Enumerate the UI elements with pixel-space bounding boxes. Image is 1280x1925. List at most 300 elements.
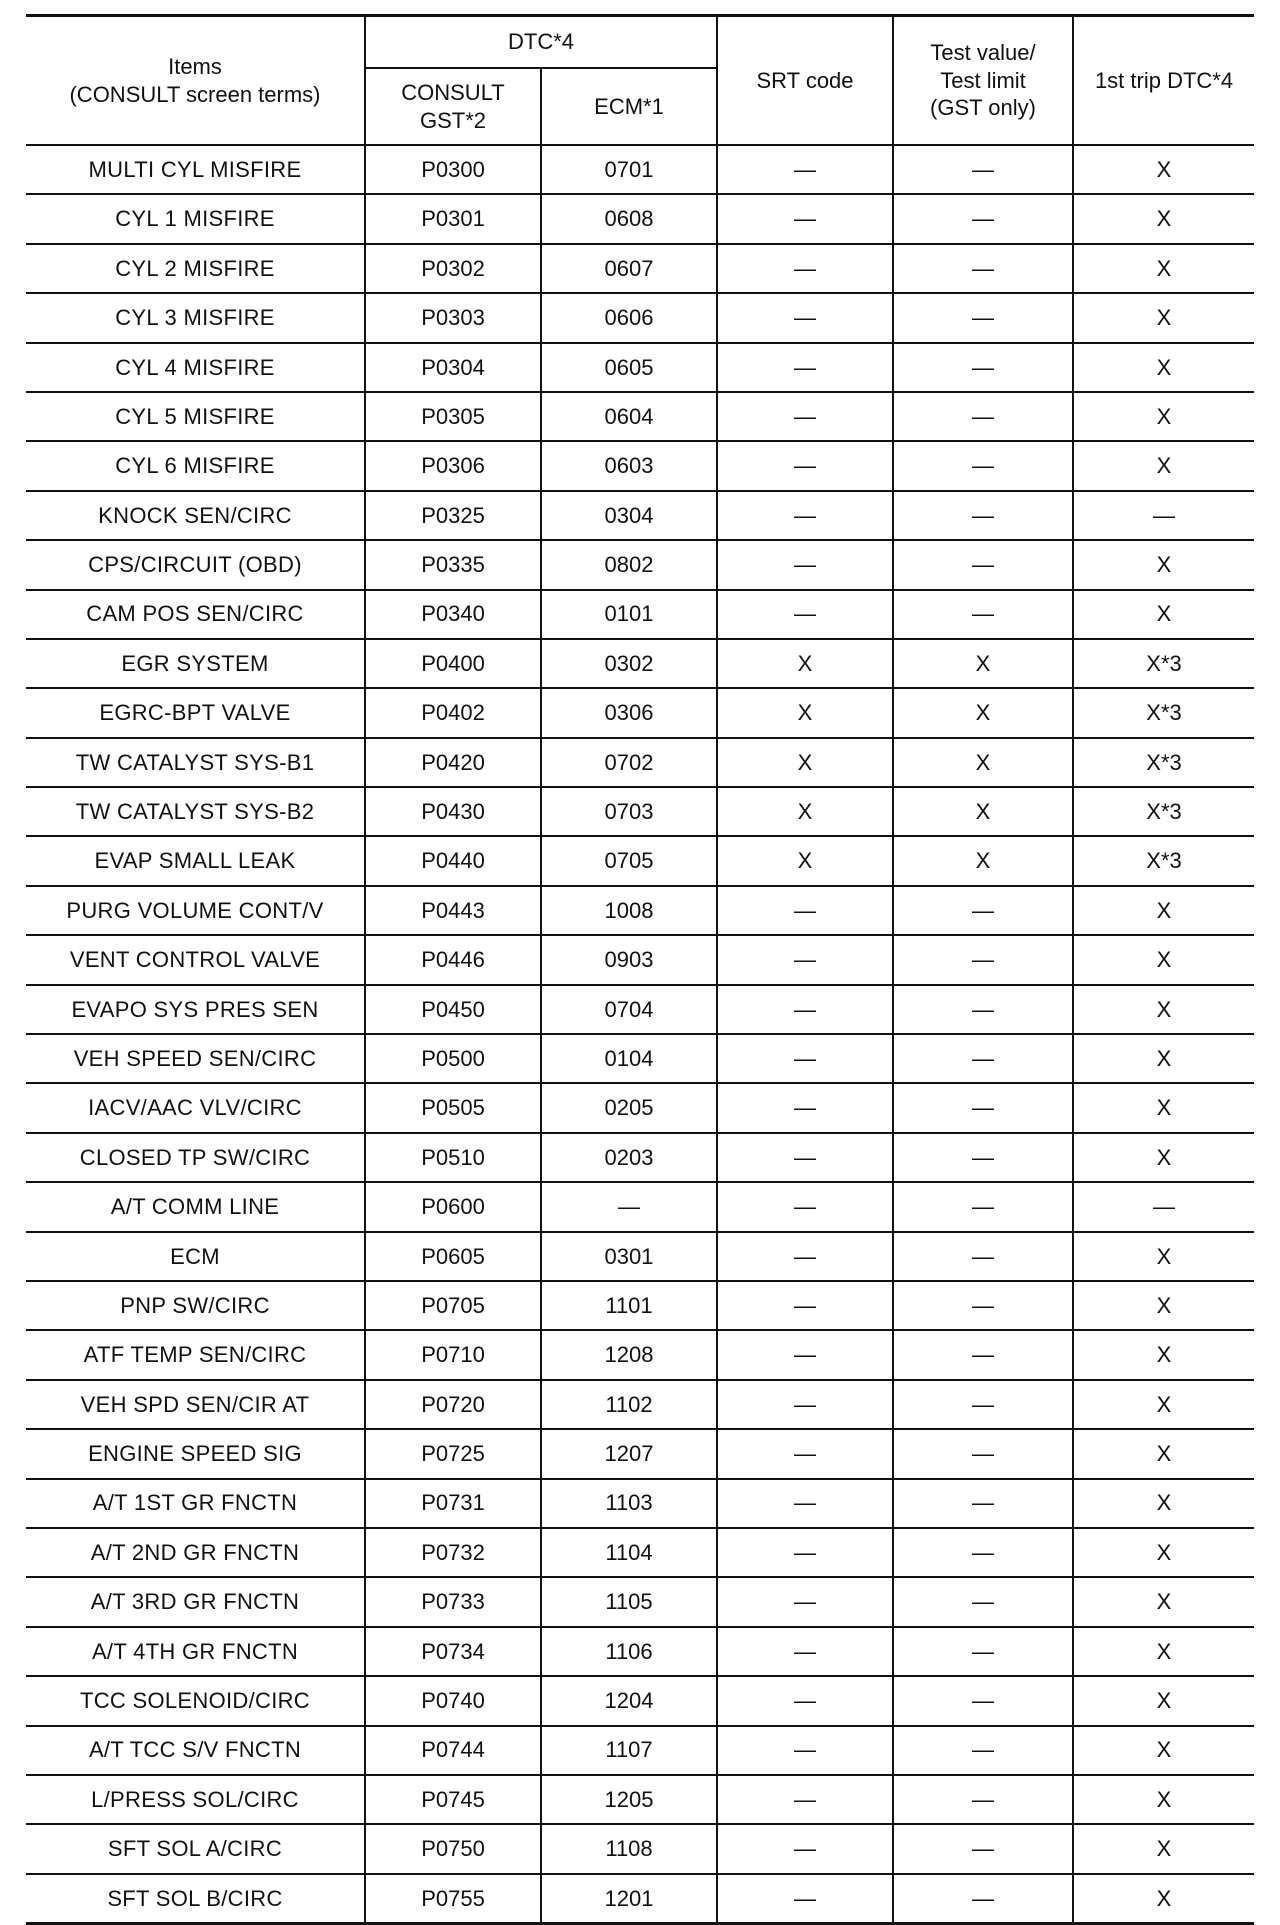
first-trip-cell-value: X	[1156, 1391, 1172, 1417]
srt-code-cell-value: —	[794, 403, 817, 429]
item-cell-value: PNP SW/CIRC	[120, 1292, 270, 1318]
first-trip-cell-value: X	[1156, 1688, 1172, 1714]
first-trip-cell	[1073, 1281, 1254, 1330]
consult-gst-cell	[365, 886, 541, 935]
item-cell-value: A/T COMM LINE	[110, 1194, 280, 1220]
test-value-cell	[893, 738, 1073, 787]
first-trip-cell	[1073, 293, 1254, 342]
ecm-cell-value: 0302	[604, 650, 654, 676]
consult-gst-cell	[365, 1429, 541, 1478]
srt-code-cell	[717, 1726, 893, 1775]
ecm-cell-value: 1102	[605, 1391, 653, 1417]
item-cell	[26, 836, 365, 885]
test-value-cell	[893, 886, 1073, 935]
consult-gst-cell	[365, 738, 541, 787]
test-value-cell	[893, 1083, 1073, 1132]
ecm-cell	[541, 244, 717, 293]
first-trip-cell	[1073, 392, 1254, 441]
ecm-cell	[541, 738, 717, 787]
test-value-cell	[893, 836, 1073, 885]
item-cell	[26, 639, 365, 688]
ecm-cell-value: 0703	[604, 799, 654, 825]
srt-code-cell-value: —	[794, 947, 817, 973]
consult-gst-cell	[365, 1775, 541, 1824]
consult-gst-cell-value: P0402	[421, 700, 485, 726]
item-cell-value: ATF TEMP SEN/CIRC	[83, 1342, 307, 1368]
consult-gst-cell-value: P0303	[421, 305, 485, 331]
item-cell	[26, 1034, 365, 1083]
srt-code-cell-value: X	[797, 749, 813, 775]
consult-gst-cell	[365, 639, 541, 688]
table-row	[26, 194, 1254, 243]
item-cell-value: TW CATALYST SYS-B1	[75, 749, 315, 775]
ecm-header-label: ECM*1	[594, 93, 664, 119]
srt-code-cell-value: —	[794, 1292, 817, 1318]
srt-code-cell-value: —	[794, 1441, 817, 1467]
test-value-cell-value: —	[972, 1144, 995, 1170]
test-value-cell	[893, 1034, 1073, 1083]
consult-gst-cell	[365, 194, 541, 243]
first-trip-cell	[1073, 1676, 1254, 1725]
consult-gst-cell	[365, 293, 541, 342]
consult-gst-cell	[365, 540, 541, 589]
consult-gst-cell	[365, 1528, 541, 1577]
item-cell	[26, 1479, 365, 1528]
first-trip-header	[1073, 16, 1254, 146]
ecm-cell-value: 0301	[604, 1243, 654, 1269]
test-value-cell-value: —	[972, 156, 995, 182]
consult-gst-cell-value: P0605	[421, 1243, 485, 1269]
item-cell-value: PURG VOLUME CONT/V	[66, 897, 324, 923]
test-value-cell-value: —	[972, 255, 995, 281]
test-value-cell	[893, 1133, 1073, 1182]
ecm-cell-value: 1208	[604, 1342, 654, 1368]
consult-gst-cell-value: P0335	[421, 552, 485, 578]
ecm-cell-value: 0603	[604, 453, 654, 479]
srt-code-cell-value: —	[794, 1786, 817, 1812]
ecm-cell	[541, 1874, 717, 1924]
srt-code-cell	[717, 540, 893, 589]
srt-code-cell	[717, 1479, 893, 1528]
item-cell	[26, 1182, 365, 1231]
item-cell-value: L/PRESS SOL/CIRC	[91, 1786, 299, 1812]
consult-gst-cell-value: P0734	[421, 1638, 485, 1664]
item-cell-value: CYL 2 MISFIRE	[115, 255, 275, 281]
first-trip-cell	[1073, 836, 1254, 885]
srt-code-cell	[717, 194, 893, 243]
table-row	[26, 1083, 1254, 1132]
ecm-cell-value: 1107	[605, 1737, 653, 1763]
srt-code-cell-value: —	[794, 1589, 817, 1615]
consult-gst-cell	[365, 145, 541, 194]
test-value-cell-value: —	[972, 897, 995, 923]
srt-code-cell-value: X	[797, 700, 813, 726]
table-row	[26, 293, 1254, 342]
table-row	[26, 985, 1254, 1034]
ecm-cell	[541, 343, 717, 392]
item-cell	[26, 1380, 365, 1429]
consult-gst-cell	[365, 1627, 541, 1676]
srt-code-cell	[717, 441, 893, 490]
ecm-cell	[541, 1232, 717, 1281]
ecm-cell-value: 1108	[605, 1836, 653, 1862]
first-trip-cell-value: X*3	[1146, 749, 1182, 775]
item-cell	[26, 244, 365, 293]
item-cell	[26, 1083, 365, 1132]
srt-code-cell	[717, 1824, 893, 1873]
srt-code-cell	[717, 639, 893, 688]
first-trip-cell-value: X*3	[1146, 650, 1182, 676]
srt-code-cell-value: —	[794, 1688, 817, 1714]
first-trip-cell-value: X	[1156, 1243, 1172, 1269]
consult-gst-cell	[365, 787, 541, 836]
first-trip-cell	[1073, 1528, 1254, 1577]
table-row	[26, 1627, 1254, 1676]
table-row	[26, 1034, 1254, 1083]
item-cell-value: TW CATALYST SYS-B2	[75, 799, 315, 825]
test-value-cell-value: —	[972, 1441, 995, 1467]
item-cell	[26, 293, 365, 342]
test-value-cell-value: X	[975, 700, 991, 726]
table-row	[26, 738, 1254, 787]
item-cell-value: MULTI CYL MISFIRE	[88, 156, 302, 182]
ecm-cell-value: —	[618, 1194, 640, 1220]
consult-gst-cell-value: P0750	[421, 1836, 485, 1862]
srt-code-cell-value: —	[794, 1885, 817, 1911]
consult-gst-cell-value: P0600	[421, 1194, 485, 1220]
item-cell	[26, 194, 365, 243]
item-cell-value: VEH SPEED SEN/CIRC	[73, 1045, 317, 1071]
ecm-cell	[541, 1824, 717, 1873]
items-header-label: Items (CONSULT screen terms)	[69, 54, 321, 107]
first-trip-cell	[1073, 1034, 1254, 1083]
ecm-cell-value: 1008	[604, 897, 654, 923]
item-cell-value: A/T TCC S/V FNCTN	[88, 1737, 302, 1763]
consult-gst-cell-value: P0446	[421, 947, 485, 973]
table-row	[26, 787, 1254, 836]
test-value-cell	[893, 1281, 1073, 1330]
item-cell-value: EGRC-BPT VALVE	[99, 700, 291, 726]
items-header	[26, 16, 365, 146]
first-trip-cell-value: X	[1156, 1589, 1172, 1615]
first-trip-cell	[1073, 540, 1254, 589]
consult-gst-header-label: CONSULT GST*2	[401, 80, 505, 133]
table-row	[26, 1874, 1254, 1924]
dtc-table	[26, 14, 1254, 1925]
consult-gst-cell-value: P0340	[421, 601, 485, 627]
srt-code-cell	[717, 1874, 893, 1924]
ecm-cell-value: 1207	[604, 1441, 654, 1467]
srt-code-cell	[717, 491, 893, 540]
first-trip-cell	[1073, 1133, 1254, 1182]
srt-code-cell	[717, 1676, 893, 1725]
consult-gst-cell	[365, 1330, 541, 1379]
consult-gst-cell-value: P0720	[421, 1391, 485, 1417]
ecm-cell	[541, 1083, 717, 1132]
srt-code-cell-value: —	[794, 1737, 817, 1763]
test-value-cell-value: —	[972, 996, 995, 1022]
consult-gst-cell-value: P0505	[421, 1095, 485, 1121]
ecm-cell	[541, 1528, 717, 1577]
first-trip-cell-value: X	[1156, 206, 1172, 232]
consult-gst-cell-value: P0745	[421, 1786, 485, 1812]
consult-gst-cell-value: P0325	[421, 502, 485, 528]
srt-code-cell-value: —	[794, 453, 817, 479]
item-cell-value: CLOSED TP SW/CIRC	[79, 1144, 311, 1170]
first-trip-cell	[1073, 1627, 1254, 1676]
test-value-cell	[893, 1429, 1073, 1478]
item-cell	[26, 1824, 365, 1873]
item-cell-value: SFT SOL A/CIRC	[107, 1836, 283, 1862]
first-trip-cell	[1073, 1726, 1254, 1775]
first-trip-cell	[1073, 441, 1254, 490]
srt-code-cell-value: —	[794, 1539, 817, 1565]
srt-code-cell	[717, 1232, 893, 1281]
test-value-cell-value: X	[975, 848, 991, 874]
consult-gst-cell	[365, 935, 541, 984]
srt-code-cell	[717, 1627, 893, 1676]
first-trip-cell	[1073, 1380, 1254, 1429]
item-cell-value: ENGINE SPEED SIG	[88, 1441, 302, 1467]
item-cell-value: CYL 1 MISFIRE	[115, 206, 275, 232]
test-value-cell-value: —	[972, 1836, 995, 1862]
srt-code-cell	[717, 1528, 893, 1577]
consult-gst-cell	[365, 1232, 541, 1281]
table-row	[26, 1281, 1254, 1330]
first-trip-cell	[1073, 787, 1254, 836]
first-trip-cell	[1073, 688, 1254, 737]
ecm-cell	[541, 1429, 717, 1478]
consult-gst-cell-value: P0705	[421, 1292, 485, 1318]
item-cell-value: A/T 1ST GR FNCTN	[92, 1490, 298, 1516]
ecm-cell-value: 0705	[604, 848, 654, 874]
item-cell-value: IACV/AAC VLV/CIRC	[88, 1095, 302, 1121]
test-value-cell-value: —	[972, 1638, 995, 1664]
item-cell-value: ECM	[170, 1243, 220, 1269]
consult-gst-cell	[365, 441, 541, 490]
consult-gst-cell	[365, 1874, 541, 1924]
test-value-cell-value: —	[972, 1045, 995, 1071]
consult-gst-cell	[365, 985, 541, 1034]
ecm-cell-value: 0605	[604, 354, 654, 380]
item-cell	[26, 540, 365, 589]
consult-gst-cell-value: P0443	[421, 897, 485, 923]
ecm-cell	[541, 392, 717, 441]
consult-gst-cell	[365, 688, 541, 737]
table-row	[26, 145, 1254, 194]
test-value-cell-value: X	[975, 799, 991, 825]
first-trip-cell-value: X	[1156, 947, 1172, 973]
first-trip-cell-value: —	[1153, 502, 1176, 528]
srt-code-header-label: SRT code	[756, 67, 854, 93]
test-value-cell	[893, 441, 1073, 490]
srt-code-cell-value: —	[794, 1638, 817, 1664]
srt-code-cell	[717, 1182, 893, 1231]
item-cell	[26, 392, 365, 441]
test-value-cell	[893, 194, 1073, 243]
consult-gst-cell-value: P0430	[421, 799, 485, 825]
ecm-cell	[541, 145, 717, 194]
first-trip-cell-value: X	[1156, 1292, 1172, 1318]
item-cell	[26, 1874, 365, 1924]
first-trip-cell-value: X	[1156, 1144, 1172, 1170]
ecm-cell-value: 0606	[604, 305, 654, 331]
item-cell	[26, 1232, 365, 1281]
table-body	[26, 145, 1254, 1924]
table-row	[26, 1676, 1254, 1725]
srt-code-cell-value: —	[794, 156, 817, 182]
item-cell-value: A/T 4TH GR FNCTN	[91, 1638, 299, 1664]
ecm-cell	[541, 293, 717, 342]
item-cell	[26, 688, 365, 737]
test-value-cell	[893, 590, 1073, 639]
test-value-cell-value: —	[972, 1786, 995, 1812]
test-value-cell	[893, 787, 1073, 836]
first-trip-cell-value: X	[1156, 1539, 1172, 1565]
first-trip-cell	[1073, 1577, 1254, 1626]
srt-code-cell	[717, 1775, 893, 1824]
first-trip-cell	[1073, 1429, 1254, 1478]
consult-gst-cell	[365, 1479, 541, 1528]
test-value-cell-value: —	[972, 1589, 995, 1615]
test-value-cell	[893, 145, 1073, 194]
srt-code-cell-value: —	[794, 1836, 817, 1862]
ecm-cell	[541, 935, 717, 984]
srt-code-cell	[717, 392, 893, 441]
table-row	[26, 1528, 1254, 1577]
item-cell	[26, 1676, 365, 1725]
item-cell	[26, 590, 365, 639]
ecm-cell-value: 0607	[604, 255, 654, 281]
srt-code-cell-value: —	[794, 1095, 817, 1121]
ecm-cell	[541, 886, 717, 935]
consult-gst-cell-value: P0300	[421, 156, 485, 182]
consult-gst-cell	[365, 1676, 541, 1725]
srt-code-cell	[717, 1577, 893, 1626]
ecm-cell	[541, 590, 717, 639]
test-value-cell	[893, 1479, 1073, 1528]
ecm-cell-value: 0701	[604, 156, 654, 182]
item-cell	[26, 1627, 365, 1676]
first-trip-cell	[1073, 1479, 1254, 1528]
item-cell	[26, 787, 365, 836]
ecm-cell-value: 1101	[605, 1292, 653, 1318]
test-value-cell	[893, 1330, 1073, 1379]
consult-gst-cell-value: P0420	[421, 749, 485, 775]
test-value-cell-value: —	[972, 1342, 995, 1368]
ecm-cell	[541, 1281, 717, 1330]
consult-gst-cell	[365, 836, 541, 885]
item-cell	[26, 1528, 365, 1577]
first-trip-cell-value: X*3	[1146, 799, 1182, 825]
first-trip-cell-value: X	[1156, 305, 1172, 331]
first-trip-cell-value: X	[1156, 1638, 1172, 1664]
consult-gst-cell-value: P0306	[421, 453, 485, 479]
table-row	[26, 688, 1254, 737]
item-cell	[26, 1281, 365, 1330]
first-trip-cell	[1073, 985, 1254, 1034]
table-row	[26, 1182, 1254, 1231]
test-value-cell	[893, 1232, 1073, 1281]
item-cell	[26, 441, 365, 490]
srt-code-cell-value: —	[794, 354, 817, 380]
first-trip-header-label: 1st trip DTC*4	[1094, 67, 1234, 93]
consult-gst-cell	[365, 392, 541, 441]
first-trip-cell-value: X	[1156, 1441, 1172, 1467]
ecm-cell	[541, 540, 717, 589]
consult-gst-cell	[365, 1182, 541, 1231]
item-cell-value: VENT CONTROL VALVE	[69, 947, 321, 973]
consult-gst-cell-value: P0510	[421, 1144, 485, 1170]
srt-code-cell	[717, 1330, 893, 1379]
ecm-cell-value: 1201	[604, 1885, 654, 1911]
srt-code-cell	[717, 787, 893, 836]
first-trip-cell-value: X	[1156, 601, 1172, 627]
table-row	[26, 1133, 1254, 1182]
first-trip-cell-value: X	[1156, 403, 1172, 429]
srt-code-cell-value: —	[794, 1490, 817, 1516]
table-row	[26, 639, 1254, 688]
test-value-cell-value: —	[972, 1292, 995, 1318]
item-cell-value: TCC SOLENOID/CIRC	[79, 1688, 310, 1714]
srt-code-cell	[717, 1083, 893, 1132]
test-value-cell	[893, 1182, 1073, 1231]
test-value-cell	[893, 392, 1073, 441]
first-trip-cell	[1073, 1232, 1254, 1281]
table-row	[26, 244, 1254, 293]
test-value-header-label: Test value/ Test limit (GST only)	[930, 40, 1036, 121]
ecm-cell-value: 1204	[604, 1688, 654, 1714]
consult-gst-cell-value: P0301	[421, 206, 485, 232]
test-value-cell	[893, 244, 1073, 293]
consult-gst-header	[365, 68, 541, 145]
consult-gst-cell-value: P0733	[421, 1589, 485, 1615]
test-value-cell	[893, 1824, 1073, 1873]
test-value-cell-value: X	[975, 650, 991, 676]
item-cell-value: CYL 4 MISFIRE	[115, 354, 275, 380]
first-trip-cell-value: X*3	[1146, 700, 1182, 726]
test-value-cell-value: —	[972, 1885, 995, 1911]
table-row	[26, 1824, 1254, 1873]
first-trip-cell-value: X	[1156, 156, 1172, 182]
first-trip-cell-value: X	[1156, 255, 1172, 281]
consult-gst-cell	[365, 244, 541, 293]
srt-code-cell-value: —	[794, 996, 817, 1022]
srt-code-cell	[717, 1281, 893, 1330]
test-value-cell-value: —	[972, 1243, 995, 1269]
ecm-cell	[541, 1627, 717, 1676]
table-row	[26, 1577, 1254, 1626]
consult-gst-cell-value: P0755	[421, 1885, 485, 1911]
consult-gst-cell-value: P0744	[421, 1737, 485, 1763]
srt-code-cell	[717, 293, 893, 342]
first-trip-cell	[1073, 935, 1254, 984]
header-row	[26, 16, 1254, 69]
table-row	[26, 1479, 1254, 1528]
srt-code-cell-value: —	[794, 305, 817, 331]
item-cell-value: CAM POS SEN/CIRC	[86, 601, 304, 627]
ecm-cell	[541, 1380, 717, 1429]
consult-gst-cell-value: P0440	[421, 848, 485, 874]
test-value-cell-value: —	[972, 502, 995, 528]
test-value-cell-value: X	[975, 749, 991, 775]
item-cell-value: VEH SPD SEN/CIR AT	[80, 1391, 310, 1417]
first-trip-cell-value: X	[1156, 354, 1172, 380]
ecm-cell-value: 0702	[604, 749, 654, 775]
ecm-cell-value: 0104	[604, 1045, 654, 1071]
srt-code-cell	[717, 738, 893, 787]
srt-code-cell-value: —	[794, 1243, 817, 1269]
